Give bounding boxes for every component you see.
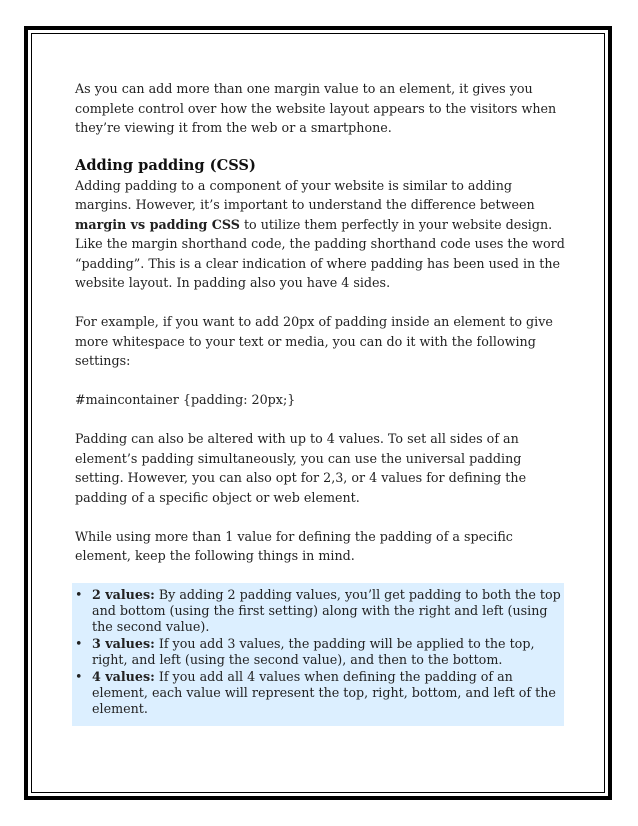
intro-paragraph: As you can add more than one margin value to an element, it gives you complete control over how the website layout appears to the visitors when they’re viewing it from the web or a smartphone. xyxy=(75,81,557,135)
padding-values-callout xyxy=(72,583,564,726)
list-item-text: If you add 3 values, the padding will be applied to the top, right, and left (using the second value), and then to the bottom. xyxy=(92,635,535,668)
list-item-label: 4 values: xyxy=(92,668,155,684)
padding-values-list xyxy=(72,587,564,718)
list-item-text: If you add all 4 values when defining the padding of an element, each value will represent the top, right, bottom, and left of the element. xyxy=(92,668,556,717)
keep-in-mind-paragraph: While using more than 1 value for defining the padding of a specific element, keep the following things in mind. xyxy=(75,528,513,563)
list-item xyxy=(72,587,564,636)
list-item-text: By adding 2 padding values, you’ll get padding to both the top and bottom (using the first setting) along with the right and left (using the second value). xyxy=(92,586,561,635)
bullet-icon: • xyxy=(75,586,83,602)
bullet-icon: • xyxy=(75,635,83,651)
padding-intro-paragraph xyxy=(75,176,565,235)
bullet-icon: • xyxy=(75,668,83,684)
margin-vs-padding-bold: margin vs padding CSS xyxy=(75,216,240,232)
padding-intro-text: Adding padding to a component of your website is similar to adding margins. However, it’s important to understand the difference between xyxy=(75,177,535,212)
values-paragraph: Padding can also be altered with up to 4 values. To set all sides of an element’s padding simultaneously, you can use the universal padding setting. However, you can also opt for 2,3, or 4 values for defining the padding of a specific object or web element. xyxy=(75,431,527,505)
list-item-label: 3 values: xyxy=(92,635,155,651)
example-paragraph: For example, if you want to add 20px of padding inside an element to give more whitespace to your text or media, you can do it with the following settings: xyxy=(75,314,553,368)
list-item xyxy=(72,669,564,718)
section-heading: Adding padding (CSS) xyxy=(75,156,256,174)
code-example: #maincontainer {padding: 20px;} xyxy=(75,392,296,407)
list-item xyxy=(72,636,564,669)
shorthand-paragraph: Like the margin shorthand code, the padding shorthand code uses the word “padding”. This is a clear indication of where padding has been used in the website layout. In padding also you have 4 sides. xyxy=(75,236,565,290)
document-body xyxy=(75,79,565,726)
padding-intro-text-end: to utilize them perfectly in your website design. xyxy=(239,216,553,232)
list-item-label: 2 values: xyxy=(92,586,155,602)
